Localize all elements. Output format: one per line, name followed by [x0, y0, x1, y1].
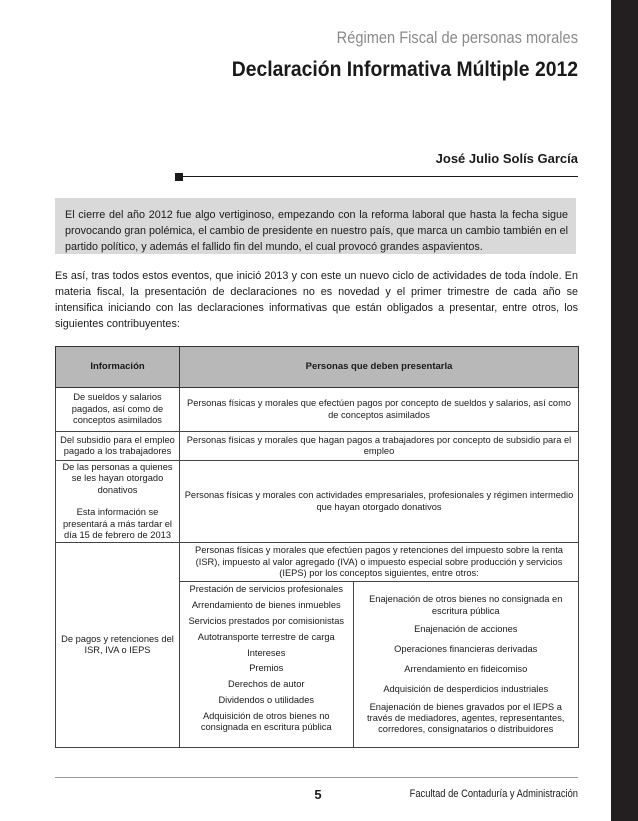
table-row [56, 432, 579, 461]
author-rule-square [175, 173, 183, 181]
page-title: Declaración Informativa Múltiple 2012 [231, 57, 578, 81]
cell-info-title: De las personas a quienes se les hayan otorgado donativos [62, 462, 173, 495]
concept-item: Enajenación de bienes gravados por el IEPS a través de mediadores, agentes, representantes, corredores, consignatarios o distribuidores [367, 701, 565, 735]
footer-institution: Facultad de Contaduría y Administración [409, 788, 578, 800]
abstract-text: El cierre del año 2012 fue algo vertiginoso, empezando con la reforma laboral que hasta la fecha sigue provocando gran polémica, el cambio de presidente en nuestro país, que marca un cambio también en el partido político, y además el fallido fin del mundo, el cual provocó grandes aspavientos. [65, 209, 568, 253]
cell-who: Personas físicas y morales que efectúen pagos y retenciones del impuesto sobre la renta (ISR), impuesto al valor agregado (IVA) o impuesto especial sobre producción y servicios (IEPS) por los conceptos siguientes, entre otros: [180, 543, 579, 582]
concept-item: Servicios prestados por comisionistas [188, 616, 345, 627]
column-header-info: Información [56, 347, 180, 388]
cell-info-note: Esta información se presentará a más tardar el día 15 de febrero de 2013 [62, 507, 173, 541]
table-row [56, 461, 579, 543]
concept-item: Operaciones financieras derivadas [394, 644, 538, 655]
cell-info: Del subsidio para el empleo pagado a los trabajadores [56, 432, 180, 461]
cell-who: Personas físicas y morales que efectúen pagos por concepto de sueldos y salarios, así como de conceptos asimilados [180, 388, 579, 432]
concept-item: Arrendamiento en fideicomiso [404, 664, 528, 675]
table-header-row [56, 347, 579, 388]
author-rule [183, 176, 578, 177]
concept-item: Adquisición de desperdicios industriales [383, 683, 549, 694]
concept-item: Dividendos o utilidades [218, 695, 315, 706]
table-row [56, 543, 579, 582]
info-table [55, 346, 579, 748]
concept-item: Derechos de autor [228, 679, 305, 690]
table-row [56, 388, 579, 432]
cell-who: Personas físicas y morales con actividades empresariales, profesionales y régimen intermedio que hayan otorgado donativos [180, 461, 579, 543]
concept-item: Intereses [247, 647, 286, 658]
concept-item: Arrendamiento de bienes inmuebles [191, 600, 341, 611]
concept-item: Premios [249, 663, 284, 674]
concepts-subtable [180, 582, 578, 747]
abstract-box [55, 198, 576, 254]
concepts-cell [180, 582, 579, 748]
concept-item: Prestación de servicios profesionales [189, 584, 343, 595]
concept-item: Adquisición de otros bienes no consignada en escritura pública [200, 710, 332, 733]
footer-rule [55, 777, 578, 778]
cell-info: De pagos y retenciones del ISR, IVA o IEPS [56, 543, 180, 748]
intro-paragraph: Es así, tras todos estos eventos, que inició 2013 y con este un nuevo ciclo de actividades de toda índole. En materia fiscal, la presentación de declaraciones no es novedad y el primer trimestre de cada año se intensifica iniciando con las declaraciones informativas que están obligados a presentar, entre otros, los siguientes contribuyentes: [55, 270, 578, 330]
author-name: José Julio Solís García [435, 151, 578, 166]
concepts-right-column [353, 582, 578, 747]
column-header-who: Personas que deben presentarla [180, 347, 579, 388]
cell-info: De sueldos y salarios pagados, así como de conceptos asimilados [56, 388, 180, 432]
side-color-bar [611, 0, 638, 821]
concept-item: Enajenación de otros bienes no consignada en escritura pública [369, 594, 563, 616]
cell-info [56, 461, 180, 543]
section-title: Régimen Fiscal de personas morales [336, 28, 578, 47]
page-number: 5 [314, 787, 322, 802]
cell-who: Personas físicas y morales que hagan pagos a trabajadores por concepto de subsidio para el empleo [180, 432, 579, 461]
concept-item: Enajenación de acciones [414, 624, 518, 635]
concept-item: Autotransporte terrestre de carga [197, 631, 335, 642]
concepts-left-column [180, 582, 353, 747]
